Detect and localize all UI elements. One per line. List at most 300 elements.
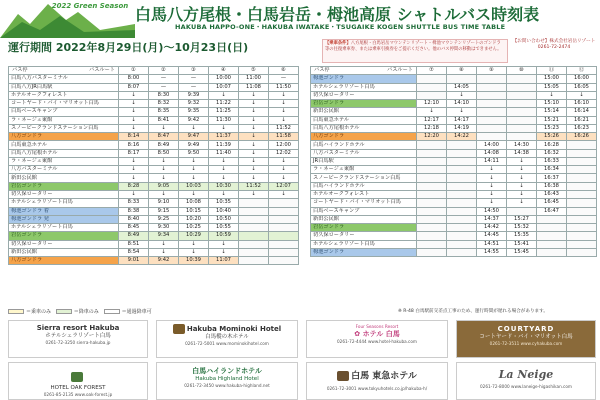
route-col-header: ⑩ <box>507 67 537 75</box>
time-cell: 11:25 <box>209 108 239 116</box>
stop-name: コートヤード・バイ・マリオット白馬 <box>9 100 119 108</box>
time-cell: ↓ <box>119 116 149 124</box>
time-cell: — <box>179 75 209 83</box>
time-cell <box>417 149 447 157</box>
time-cell: 9:10 <box>149 199 179 207</box>
table-row <box>311 83 597 91</box>
time-cell <box>567 157 597 165</box>
time-cell <box>239 215 269 223</box>
time-cell <box>269 257 299 265</box>
stop-name: 切久保ロータリー <box>9 240 119 248</box>
ad-jp: 白馬樅の木ホテル <box>205 334 249 340</box>
time-cell: ↓ <box>269 108 299 116</box>
time-cell: 10:39 <box>179 257 209 265</box>
time-cell <box>417 207 447 215</box>
table-row <box>9 166 299 174</box>
time-cell <box>417 240 447 248</box>
stop-name: 岩岳ゴンドラ <box>9 182 119 190</box>
stop-name: ホテルシェラリゾート白馬 <box>9 199 119 207</box>
time-cell: 10:08 <box>179 199 209 207</box>
table-header-row <box>311 67 597 75</box>
time-cell: 8:40 <box>119 215 149 223</box>
header <box>0 0 600 62</box>
time-cell: 10:30 <box>209 182 239 190</box>
stop-name: 白馬東急ホテル <box>311 116 417 124</box>
time-cell: 14:51 <box>477 240 507 248</box>
ad-jp: ホテルシェラリゾート白馬 <box>45 333 111 339</box>
time-cell <box>417 91 447 99</box>
stop-name: ラ・ネージュ東館 <box>9 116 119 124</box>
time-cell: 15:21 <box>537 116 567 124</box>
time-cell: 9:49 <box>179 141 209 149</box>
time-cell: — <box>149 75 179 83</box>
time-cell: ↓ <box>239 116 269 124</box>
stop-name: 白馬八方尾根ホテル <box>311 124 417 132</box>
ad-mominoki[interactable] <box>156 320 298 358</box>
time-cell <box>447 215 477 223</box>
ad-name: 白馬 東急ホテル <box>351 371 417 382</box>
time-cell: 16:23 <box>567 124 597 132</box>
time-cell: 14:05 <box>447 83 477 91</box>
time-cell <box>447 75 477 83</box>
stop-name: 白馬東急ホテル <box>9 141 119 149</box>
stop-name: 八方ゴンドラ <box>9 257 119 265</box>
time-cell: ↓ <box>507 199 537 207</box>
time-cell <box>537 232 567 240</box>
stop-name: ラ・ネージュ東館 <box>9 157 119 165</box>
time-cell: 14:10 <box>447 100 477 108</box>
time-cell: 16:47 <box>537 207 567 215</box>
ad-tel: 0261-72-3001 <box>326 385 357 391</box>
corner-stop-label: バス停 <box>314 67 330 74</box>
stop-name: スノーピークランドステーション白馬 <box>9 124 119 132</box>
time-cell: 11:52 <box>269 124 299 132</box>
time-cell <box>507 116 537 124</box>
ad-jp: コートヤード・バイ・マリオット白馬 <box>479 334 573 340</box>
time-cell: 14:42 <box>477 224 507 232</box>
timetable-right <box>310 66 597 257</box>
time-cell: 8:33 <box>119 199 149 207</box>
stop-name: 新田公民館 <box>9 248 119 256</box>
time-cell <box>477 83 507 91</box>
table-row <box>9 182 299 190</box>
stop-name: 栂池ゴンドラ 発 <box>9 215 119 223</box>
route-col-header: ① <box>119 67 149 75</box>
stop-name: 栂池ゴンドラ <box>311 75 417 83</box>
time-cell <box>567 224 597 232</box>
time-cell <box>477 75 507 83</box>
time-cell: 15:45 <box>507 248 537 256</box>
time-cell: ↓ <box>209 174 239 182</box>
time-cell: 8:51 <box>119 240 149 248</box>
time-cell: ↓ <box>149 240 179 248</box>
time-cell: ↓ <box>239 91 269 99</box>
table-row <box>311 141 597 149</box>
time-cell: ↓ <box>209 166 239 174</box>
ad-highland[interactable] <box>156 362 298 400</box>
route-col-header: ⑨ <box>477 67 507 75</box>
time-cell: 16:14 <box>567 108 597 116</box>
ad-hotel-hakuba[interactable] <box>306 320 448 358</box>
stop-name: 新田公民館 <box>9 174 119 182</box>
time-cell: 10:29 <box>179 232 209 240</box>
stop-name: 白馬八方尾根ホテル <box>9 149 119 157</box>
ad-courtyard[interactable] <box>456 320 596 358</box>
time-cell: 16:26 <box>567 133 597 141</box>
ad-tokyu[interactable] <box>306 362 448 400</box>
corner-route-label: バスルート <box>89 67 115 73</box>
table-row <box>9 240 299 248</box>
time-cell: 9:15 <box>149 207 179 215</box>
time-cell: 8:28 <box>119 182 149 190</box>
time-cell: 16:05 <box>567 83 597 91</box>
time-cell: 14:08 <box>477 149 507 157</box>
ad-sierra[interactable] <box>8 320 148 358</box>
time-cell <box>447 199 477 207</box>
stop-name: 栂池ゴンドラ <box>311 248 417 256</box>
time-cell: 10:35 <box>209 199 239 207</box>
time-cell <box>567 248 597 256</box>
table-row <box>9 100 299 108</box>
table-row <box>9 149 299 157</box>
time-cell <box>417 141 447 149</box>
route-col-header: ④ <box>209 67 239 75</box>
time-cell: ↓ <box>179 190 209 198</box>
table-row <box>311 215 597 223</box>
time-cell <box>567 232 597 240</box>
table-row <box>311 248 597 256</box>
corner-stop-label: バス停 <box>12 67 28 74</box>
ad-url: www.mominokihotel.com <box>216 341 269 346</box>
time-cell <box>417 248 447 256</box>
time-cell: ↓ <box>477 182 507 190</box>
time-cell: 14:45 <box>477 232 507 240</box>
ad-url: www.laneige-higashikan.com <box>511 384 572 389</box>
time-cell: ↓ <box>119 157 149 165</box>
time-cell <box>567 215 597 223</box>
time-cell: ↓ <box>209 248 239 256</box>
time-cell: 12:18 <box>417 124 447 132</box>
table-row <box>9 75 299 83</box>
time-cell: 14:37 <box>477 215 507 223</box>
time-cell: 12:17 <box>417 116 447 124</box>
time-cell: 9:25 <box>149 215 179 223</box>
table-row <box>9 124 299 132</box>
table-row <box>9 207 299 215</box>
time-cell: 11:52 <box>239 182 269 190</box>
time-cell: ↓ <box>507 182 537 190</box>
time-cell: 14:22 <box>447 133 477 141</box>
time-cell: 11:30 <box>209 116 239 124</box>
time-cell: 11:40 <box>209 149 239 157</box>
ad-url: www.hakuba-highland.net <box>215 383 270 388</box>
inquiry-info: 【お問い合わせ】株式会社岩岳リゾート 0261-72-2474 <box>512 39 596 50</box>
time-cell: ↓ <box>239 108 269 116</box>
table-row <box>9 257 299 265</box>
time-cell: 15:32 <box>507 224 537 232</box>
time-cell <box>447 248 477 256</box>
legend-swatch-pass <box>104 309 120 314</box>
time-cell: 11:37 <box>209 133 239 141</box>
stop-name: ホテルオークフォレスト <box>9 91 119 99</box>
time-cell: ↓ <box>179 166 209 174</box>
time-cell: 15:27 <box>507 215 537 223</box>
stop-name: ホテルシェラリゾート白馬 <box>311 240 417 248</box>
time-cell <box>567 199 597 207</box>
time-cell: 14:00 <box>477 141 507 149</box>
legend-item: ＝通過降車可 <box>121 309 152 315</box>
time-cell <box>537 240 567 248</box>
time-cell: ↓ <box>239 157 269 165</box>
time-cell: ↓ <box>507 174 537 182</box>
route-col-header: ⑫ <box>567 67 597 75</box>
time-cell: ↓ <box>239 100 269 108</box>
time-cell <box>567 174 597 182</box>
conditions-text: 八方尾根・白馬岩岳マウンテンリゾート・栂池マウンテンリゾートのゴンドラ等の往復乗車券、または乗車引換券をご提示ください。他のバス停間の移動はできません。 <box>325 41 502 52</box>
time-cell: ↓ <box>179 174 209 182</box>
footnote: ※ R-48 白馬駅前交差点工事のため、運行時間が遅れる場合があります。 <box>398 309 548 314</box>
table-row <box>311 166 597 174</box>
stop-name: 栂池ゴンドラ 着 <box>9 207 119 215</box>
time-cell <box>239 224 269 232</box>
table-row <box>311 240 597 248</box>
time-cell <box>417 190 447 198</box>
time-cell: 16:38 <box>537 182 567 190</box>
table-row <box>311 116 597 124</box>
page-title: 白馬八方尾根・白馬岩岳・栂池高原 シャトルバス時刻表 <box>135 5 540 24</box>
table-row <box>311 224 597 232</box>
time-cell: ↓ <box>119 100 149 108</box>
time-cell <box>239 199 269 207</box>
flower-logo-icon: ✿ <box>354 329 361 338</box>
time-cell <box>239 240 269 248</box>
time-cell: 10:59 <box>209 232 239 240</box>
stop-name: 白馬ベースキャンプ <box>9 108 119 116</box>
time-cell: 10:15 <box>179 207 209 215</box>
time-cell: ↓ <box>269 174 299 182</box>
time-cell: 16:37 <box>537 174 567 182</box>
ad-tel: 0261-72-3450 <box>184 383 214 388</box>
time-cell: 11:58 <box>269 133 299 141</box>
table-row <box>9 224 299 232</box>
stop-name: コートヤード・バイ・マリオット白馬 <box>311 199 417 207</box>
stop-name: 八方バスターミナル <box>9 166 119 174</box>
stop-name: JR白馬駅 <box>311 157 417 165</box>
time-cell <box>269 232 299 240</box>
time-cell <box>447 224 477 232</box>
time-cell: ↓ <box>269 190 299 198</box>
route-col-header: ③ <box>179 67 209 75</box>
time-cell: ↓ <box>149 166 179 174</box>
legend-item: ＝乗車のみ <box>26 309 52 315</box>
time-cell: ↓ <box>567 91 597 99</box>
legend-item: ＝降車のみ <box>73 309 99 315</box>
table-row <box>311 133 597 141</box>
table-row <box>311 108 597 116</box>
time-cell: 8:30 <box>149 91 179 99</box>
ad-jp: Hakuba Highland Hotel <box>195 376 259 382</box>
time-cell: 11:08 <box>239 83 269 91</box>
time-cell: 9:35 <box>179 108 209 116</box>
time-cell <box>537 224 567 232</box>
table-row <box>311 207 597 215</box>
time-cell <box>507 108 537 116</box>
time-cell <box>507 124 537 132</box>
table-row <box>311 157 597 165</box>
time-cell <box>567 149 597 157</box>
time-cell <box>447 141 477 149</box>
time-cell <box>507 91 537 99</box>
time-cell: ↓ <box>269 91 299 99</box>
time-cell: 9:47 <box>179 133 209 141</box>
time-cell <box>447 149 477 157</box>
time-cell: 9:50 <box>179 149 209 157</box>
time-cell: ↓ <box>209 124 239 132</box>
stop-name: 八方バスターミナル <box>311 149 417 157</box>
time-cell <box>417 83 447 91</box>
time-cell <box>477 133 507 141</box>
ad-name: COURTYARD <box>497 325 555 333</box>
ad-name: Sierra resort Hakuba <box>36 324 120 332</box>
time-cell: ↓ <box>239 174 269 182</box>
time-cell: ↓ <box>209 190 239 198</box>
time-cell: ↓ <box>417 108 447 116</box>
time-cell: ↓ <box>179 157 209 165</box>
time-cell <box>447 182 477 190</box>
time-cell: 16:00 <box>567 75 597 83</box>
ad-tel: 0261-72-4444 <box>336 338 367 344</box>
time-cell <box>417 157 447 165</box>
time-cell: 11:00 <box>239 75 269 83</box>
time-cell <box>417 174 447 182</box>
time-cell: — <box>269 75 299 83</box>
ad-tel: 0261-72-8000 <box>480 384 510 389</box>
time-cell: 8:41 <box>149 116 179 124</box>
stop-name: 切久保ロータリー <box>311 232 417 240</box>
table-row <box>311 100 597 108</box>
time-cell: 9:42 <box>149 257 179 265</box>
table-row <box>9 199 299 207</box>
stop-name: 白馬ベースキャンプ <box>311 207 417 215</box>
route-col-header: ② <box>149 67 179 75</box>
time-cell <box>507 83 537 91</box>
time-cell: 8:07 <box>119 83 149 91</box>
route-col-header: ⑪ <box>537 67 567 75</box>
time-cell: 11:22 <box>209 100 239 108</box>
time-cell: ↓ <box>179 124 209 132</box>
time-cell: 8:47 <box>149 133 179 141</box>
ad-url: www.hotel-hakuba.com <box>368 338 417 344</box>
time-cell: 10:00 <box>209 75 239 83</box>
time-cell: ↓ <box>179 248 209 256</box>
stop-name: 八方ゴンドラ <box>311 133 417 141</box>
time-cell <box>477 108 507 116</box>
legend-swatch-alight <box>56 309 72 314</box>
stop-name: スノーピークランドステーション白馬 <box>311 174 417 182</box>
time-cell <box>567 207 597 215</box>
time-cell <box>417 232 447 240</box>
time-cell <box>417 75 447 83</box>
time-cell: 8:16 <box>119 141 149 149</box>
table-row <box>9 157 299 165</box>
table-row <box>9 133 299 141</box>
time-cell: ↓ <box>209 157 239 165</box>
time-cell: ↓ <box>269 157 299 165</box>
time-cell: — <box>179 83 209 91</box>
time-cell: 8:54 <box>119 248 149 256</box>
table-row <box>9 190 299 198</box>
ad-oak-forest[interactable] <box>8 362 148 400</box>
time-cell <box>239 232 269 240</box>
time-cell <box>239 257 269 265</box>
time-cell: 14:50 <box>477 207 507 215</box>
legend <box>8 308 152 315</box>
time-cell <box>417 166 447 174</box>
time-cell: ↓ <box>477 199 507 207</box>
time-cell <box>447 166 477 174</box>
time-cell: ↓ <box>179 240 209 248</box>
table-header-row <box>9 67 299 75</box>
time-cell: 14:55 <box>477 248 507 256</box>
table-row <box>9 116 299 124</box>
route-col-header: ⑧ <box>447 67 477 75</box>
time-cell: ↓ <box>507 166 537 174</box>
time-cell <box>269 248 299 256</box>
time-cell: 8:32 <box>149 100 179 108</box>
tokyu-logo-icon <box>337 371 349 381</box>
time-cell: 16:33 <box>537 157 567 165</box>
time-cell: 15:00 <box>537 75 567 83</box>
table-row <box>9 248 299 256</box>
advertisements <box>8 318 596 400</box>
time-cell: 15:14 <box>537 108 567 116</box>
table-row <box>311 91 597 99</box>
stop-name: 新田公民館 <box>311 215 417 223</box>
time-cell: ↓ <box>119 166 149 174</box>
time-cell <box>567 190 597 198</box>
time-cell: 8:49 <box>149 141 179 149</box>
time-cell: 10:25 <box>179 224 209 232</box>
time-cell: 8:50 <box>149 149 179 157</box>
ad-la-neige[interactable] <box>456 362 596 400</box>
ad-tel: 0261-72-3250 <box>45 340 76 345</box>
table-row <box>311 174 597 182</box>
time-cell <box>477 91 507 99</box>
table-row <box>9 108 299 116</box>
time-cell: 8:14 <box>119 133 149 141</box>
time-cell <box>507 100 537 108</box>
time-cell <box>269 215 299 223</box>
time-cell: ↓ <box>239 149 269 157</box>
time-cell <box>477 100 507 108</box>
time-cell: ↓ <box>149 124 179 132</box>
time-cell <box>447 207 477 215</box>
time-cell: ↓ <box>507 190 537 198</box>
conditions-label: 【乗車条件】 <box>325 41 351 46</box>
stop-name: 切久保ロータリー <box>311 91 417 99</box>
time-cell: 16:28 <box>537 141 567 149</box>
time-cell: 11:39 <box>209 141 239 149</box>
time-cell: 9:05 <box>149 182 179 190</box>
time-cell <box>447 174 477 182</box>
time-cell <box>537 248 567 256</box>
time-cell: 12:20 <box>417 133 447 141</box>
table-row <box>311 182 597 190</box>
boarding-conditions <box>322 39 508 63</box>
time-cell: ↓ <box>447 108 477 116</box>
time-cell: 14:17 <box>447 116 477 124</box>
time-cell: ↓ <box>477 174 507 182</box>
